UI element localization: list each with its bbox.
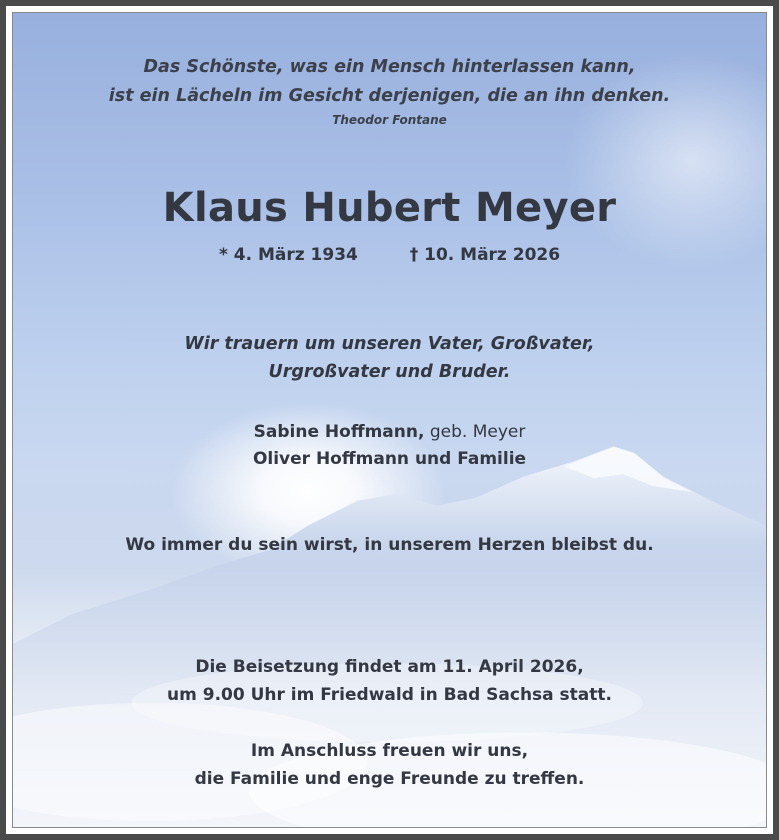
quote-line-1: Das Schönste, was ein Mensch hinterlassen kann, <box>143 57 636 77</box>
motto: Wo immer du sein wirst, in unserem Herzen bleibst du. <box>125 535 654 555</box>
gathering-line-1: Im Anschluss freuen wir uns, <box>250 741 529 761</box>
quote-author: Theodor Fontane <box>332 113 447 127</box>
quote-line-2: ist ein Lächeln im Gesicht derjenigen, die an ihn denken. <box>108 86 671 106</box>
death-date: † 10. März 2026 <box>409 245 561 265</box>
family-line-1 <box>13 422 766 442</box>
birth-date: * 4. März 1934 <box>218 245 358 265</box>
mourning-line-1: Wir trauern um unseren Vater, Großvater, <box>184 334 595 354</box>
deceased-name: Klaus Hubert Meyer <box>162 185 617 231</box>
family-line-2: Oliver Hoffmann und Familie <box>252 449 527 469</box>
maiden-name: geb. Meyer <box>424 422 526 442</box>
family-member-name: Sabine Hoffmann, <box>253 422 425 442</box>
gathering-line-2: die Familie und enge Freunde zu treffen. <box>194 769 585 789</box>
obituary-panel <box>12 12 767 828</box>
mourning-line-2: Urgroßvater und Bruder. <box>268 362 511 382</box>
funeral-line-1: Die Beisetzung findet am 11. April 2026, <box>195 657 584 677</box>
life-dates <box>13 245 766 265</box>
funeral-line-2: um 9.00 Uhr im Friedwald in Bad Sachsa statt. <box>167 685 612 705</box>
